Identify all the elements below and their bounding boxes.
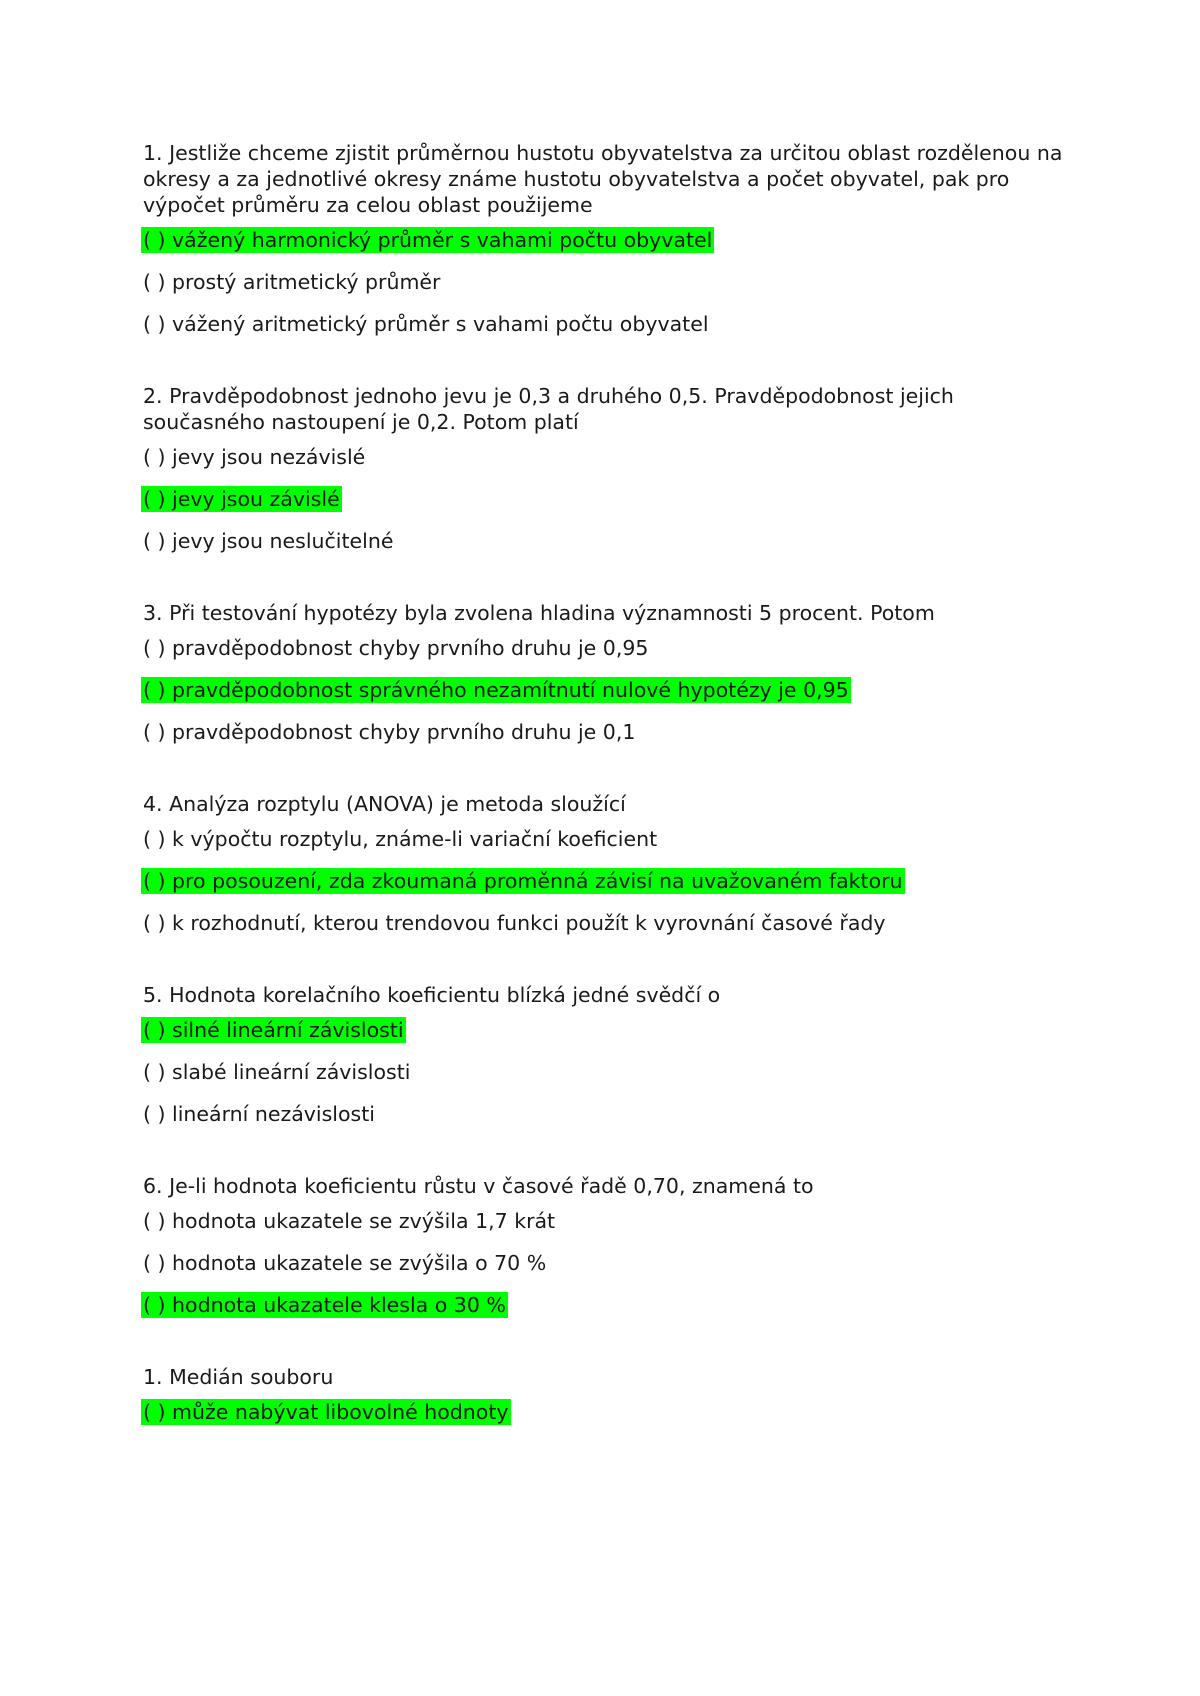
answer-option: ( ) pravděpodobnost chyby prvního druhu je 0,95 — [143, 636, 649, 660]
answer-option: ( ) pravděpodobnost chyby prvního druhu je 0,1 — [143, 720, 636, 744]
answer-option: ( ) jevy jsou nezávislé — [143, 445, 366, 469]
answer-option: ( ) pro posouzení, zda zkoumaná proměnná závisí na uvažovaném faktoru — [143, 869, 903, 893]
answer-option: ( ) lineární nezávislosti — [143, 1102, 375, 1126]
question-4 — [143, 791, 1073, 936]
answer-option: ( ) vážený aritmetický průměr s vahami počtu obyvatel — [143, 312, 709, 336]
question-text: 4. Analýza rozptylu (ANOVA) je metoda sloužící — [143, 792, 626, 816]
question-text: 2. Pravděpodobnost jednoho jevu je 0,3 a druhého 0,5. Pravděpodobnost jejich současného nastoupení je 0,2. Potom platí — [143, 384, 954, 434]
question-1 — [143, 140, 1073, 337]
question-text: 5. Hodnota korelačního koeficientu blízká jedné svědčí o — [143, 983, 721, 1007]
answer-option: ( ) může nabývat libovolné hodnoty — [143, 1400, 509, 1424]
answer-option: ( ) prostý aritmetický průměr — [143, 270, 441, 294]
answer-option: ( ) jevy jsou závislé — [143, 487, 340, 511]
question-3 — [143, 600, 1073, 745]
answer-option: ( ) vážený harmonický průměr s vahami počtu obyvatel — [143, 228, 713, 252]
answer-option: ( ) pravděpodobnost správného nezamítnutí nulové hypotézy je 0,95 — [143, 678, 849, 702]
question-text: 1. Medián souboru — [143, 1365, 334, 1389]
question-6 — [143, 1173, 1073, 1318]
question-text: 1. Jestliže chceme zjistit průměrnou hustotu obyvatelstva za určitou oblast rozdělenou na okresy a za jednotlivé okresy známe hustotu obyvatelstva a počet obyvatel, pak pro výpočet průměru za celou oblast použijeme — [143, 141, 1063, 217]
answer-option: ( ) hodnota ukazatele se zvýšila 1,7 krát — [143, 1209, 556, 1233]
answer-option: ( ) k výpočtu rozptylu, známe-li variační koeficient — [143, 827, 658, 851]
question-5 — [143, 982, 1073, 1127]
answer-option: ( ) jevy jsou neslučitelné — [143, 529, 394, 553]
answer-option: ( ) slabé lineární závislosti — [143, 1060, 411, 1084]
answer-option: ( ) hodnota ukazatele se zvýšila o 70 % — [143, 1251, 547, 1275]
answer-option: ( ) k rozhodnutí, kterou trendovou funkci použít k vyrovnání časové řady — [143, 911, 886, 935]
answer-option: ( ) hodnota ukazatele klesla o 30 % — [143, 1293, 506, 1317]
question-7 — [143, 1364, 1073, 1425]
question-text: 6. Je-li hodnota koeficientu růstu v časové řadě 0,70, znamená to — [143, 1174, 814, 1198]
answer-option: ( ) silné lineární závislosti — [143, 1018, 404, 1042]
question-2 — [143, 383, 1073, 554]
question-text: 3. Při testování hypotézy byla zvolena hladina významnosti 5 procent. Potom — [143, 601, 935, 625]
document-page — [143, 140, 1073, 1441]
